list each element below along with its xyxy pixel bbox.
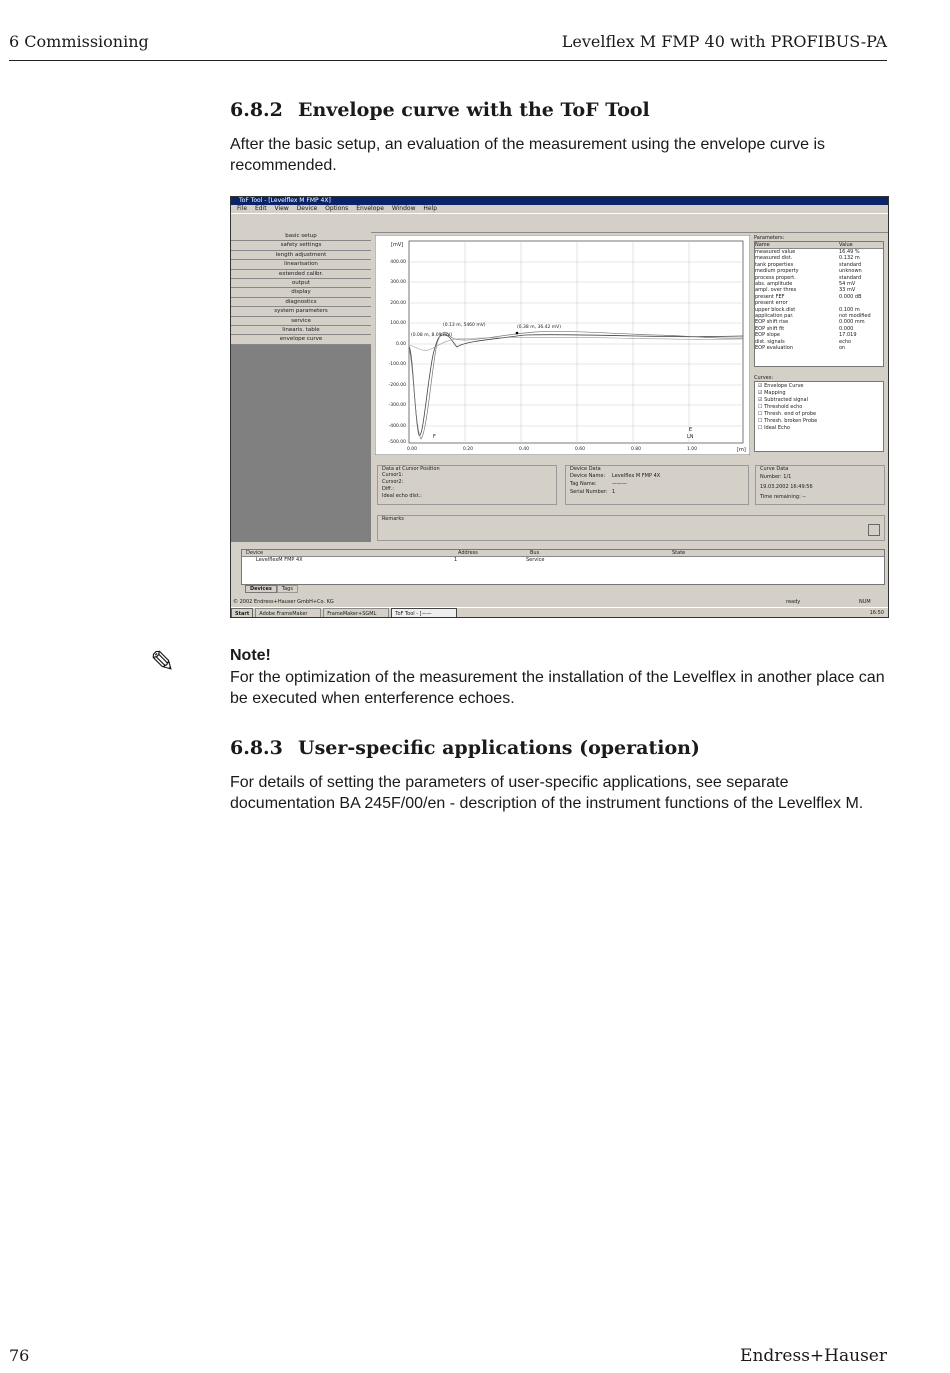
x-tick-020: 0.20: [463, 447, 474, 452]
parameter-name: EOP evaluation: [755, 345, 793, 352]
parameter-value: 33 mV: [839, 287, 856, 294]
section-683-number: 6.8.3: [230, 737, 283, 759]
y-tick-200: 200.00: [390, 301, 406, 306]
menu-device[interactable]: Device: [296, 205, 318, 212]
parameter-value: 0.132 m: [839, 255, 860, 262]
marker-e: E: [689, 427, 693, 433]
y-tick-minus400: -400.00: [388, 424, 406, 429]
parameter-value: not modified: [839, 313, 871, 320]
parameter-name: EOP shift rise: [755, 319, 789, 326]
window-title-bar: ToF Tool - [Levelflex M FMP 4X]: [231, 197, 888, 205]
section-682-number: 6.8.2: [230, 99, 283, 121]
device-col-state: State: [672, 550, 686, 556]
menu-output[interactable]: output: [231, 279, 371, 288]
page-number: 76: [9, 1346, 30, 1365]
device-data-box: [565, 465, 749, 505]
y-tick-minus200: -200.00: [388, 383, 406, 388]
taskbar-clock: 16:50: [869, 610, 884, 616]
parameter-value: unknown: [839, 268, 862, 275]
parameter-value: 0.100 m: [839, 306, 860, 313]
menu-window[interactable]: Window: [391, 205, 416, 212]
parameter-value: standard: [839, 274, 862, 281]
parameter-name: upper block.dist: [755, 306, 796, 313]
y-tick-minus100: -100.00: [388, 362, 406, 367]
x-tick-100: 1.00: [687, 447, 698, 452]
ideal-echo-label: Ideal echo dist.:: [382, 493, 422, 499]
curve-checkbox-icon[interactable]: ☑: [758, 397, 765, 403]
x-tick-060: 0.60: [575, 447, 586, 452]
parameter-name: measured dist.: [755, 255, 793, 262]
y-tick-400: 400.00: [390, 260, 406, 265]
x-tick-040: 0.40: [519, 447, 530, 452]
header-chapter: 6 Commissioning: [9, 32, 149, 51]
menu-options[interactable]: Options: [325, 205, 349, 212]
device-row-bus: Service: [526, 557, 545, 563]
chart-unit-x: [m]: [737, 447, 746, 453]
section-682-heading: [230, 99, 650, 121]
curve-label: Mapping: [764, 390, 786, 396]
curve-item[interactable]: [755, 404, 883, 411]
curve-timestamp: 19.03.2002 16:49:56: [760, 484, 813, 490]
parameter-name: medium property: [755, 268, 799, 275]
curves-panel: [754, 375, 884, 453]
section-682-title: Envelope curve with the ToF Tool: [298, 99, 650, 121]
taskbar-framemaker[interactable]: Adobe FrameMaker: [255, 608, 321, 618]
parameter-name: present FEF: [755, 293, 785, 300]
cursor1-label: Cursor1:: [382, 472, 404, 478]
param-col-name: Name: [755, 242, 770, 248]
curve-label: Thresh. broken Probe: [764, 418, 818, 424]
footer-brand: Endress+Hauser: [740, 1346, 887, 1366]
parameter-name: ampl. over thres: [755, 287, 797, 294]
status-ready: ready: [786, 599, 801, 605]
status-num: NUM: [859, 599, 871, 605]
menu-linearis-table[interactable]: linearis. table: [231, 326, 371, 335]
parameter-name: EOP slope: [755, 332, 781, 339]
menu-help[interactable]: Help: [423, 205, 438, 212]
parameter-row[interactable]: [755, 345, 883, 351]
curve-number: Number: 1/1: [760, 474, 792, 480]
device-name-label: Device Name:: [570, 473, 606, 479]
y-tick-100: 100.00: [390, 321, 406, 326]
marker-f: F: [433, 434, 436, 440]
parameter-value: 0.000 dB: [839, 293, 862, 300]
parameter-value: 0.000: [839, 325, 854, 332]
taskbar-framemaker-sgml[interactable]: FrameMaker+SGML: [323, 608, 389, 618]
y-tick-minus300: -300.00: [388, 403, 406, 408]
curve-item[interactable]: [755, 411, 883, 418]
curve-data-box: [755, 465, 885, 505]
menu-diagnostics[interactable]: diagnostics: [231, 298, 371, 307]
tof-tool-screenshot: [230, 196, 889, 618]
menu-file[interactable]: File: [237, 205, 248, 212]
device-col-address: Address: [458, 550, 478, 556]
note-pencil-icon: ✎: [150, 646, 176, 679]
section-682-text: After the basic setup, an evaluation of the measurement using the envelope curve is recommended.: [230, 136, 826, 174]
parameters-title: Parameters:: [754, 235, 785, 241]
start-button[interactable]: Start: [231, 608, 253, 618]
menu-basic-setup[interactable]: basic setup: [231, 232, 371, 241]
menu-bar: [231, 205, 888, 213]
parameter-value: standard: [839, 261, 862, 268]
annotation-cursor-1: (0.08 m, 8.09 mV): [411, 333, 453, 338]
note-title: Note!: [230, 647, 271, 664]
marker-ln: LN: [687, 434, 694, 440]
menu-system-parameters[interactable]: system parameters: [231, 307, 371, 316]
annotation-echo: (0.38 m, 36.42 mV): [517, 325, 561, 330]
x-tick-0: 0.00: [407, 447, 418, 452]
device-col-bus: Bus: [530, 550, 540, 556]
tag-name-label: Tag Name:: [570, 481, 597, 487]
serial-number-label: Serial Number:: [570, 489, 608, 495]
diff-label: Diff.:: [382, 486, 394, 492]
curve-item[interactable]: [755, 418, 883, 425]
device-col-device: Device: [246, 550, 264, 556]
device-name-value: Levelflex M FMP 4X: [612, 473, 661, 479]
section-683-text: For details of setting the parameters of user-specific applications, see separate documentation BA 245F/00/en - description of the instrument functions of the Levelflex M.: [230, 774, 864, 812]
curve-item[interactable]: [755, 425, 883, 432]
remarks-box: [377, 515, 885, 541]
annotation-cursor-2: (0.13 m, 5460 mV): [443, 323, 486, 328]
note-text: For the optimization of the measurement the installation of the Levelflex in another place can be executed when enterference echoes.: [230, 669, 885, 707]
curve-checkbox-icon[interactable]: ☑: [758, 383, 765, 389]
curves-list: [754, 381, 884, 452]
device-row-address: 1: [454, 557, 458, 563]
status-bar: [231, 599, 888, 606]
y-tick-minus500: -500.00: [388, 440, 406, 445]
y-tick-300: 300.00: [390, 280, 406, 285]
y-tick-0: 0.00: [395, 342, 406, 347]
parameter-value: 16.49 %: [839, 249, 860, 255]
menu-envelope[interactable]: Envelope: [356, 205, 384, 212]
curve-item[interactable]: [755, 383, 883, 390]
parameter-name: measured value: [755, 249, 796, 255]
parameters-table: [754, 241, 884, 367]
serial-number-value: 1: [612, 489, 616, 495]
device-row-name: LevelflexM FMP 4X: [256, 557, 303, 563]
status-copyright: © 2002 Endress+Hauser GmbH+Co. KG: [233, 599, 334, 605]
parameters-panel: [754, 235, 884, 370]
parameter-name: present error: [755, 300, 788, 307]
parameter-value: echo: [839, 338, 852, 345]
cursor2-label: Cursor2:: [382, 479, 404, 485]
parameter-name: application par.: [755, 313, 794, 320]
parameter-value: 54 mV: [839, 281, 856, 288]
tab-tags[interactable]: Tags: [277, 585, 298, 593]
chart-unit-y: [mV]: [391, 242, 404, 248]
curve-label: Thresh. end of probe: [764, 411, 817, 417]
menu-envelope-curve[interactable]: envelope curve: [231, 335, 371, 344]
tag-name-value: ———: [612, 481, 627, 487]
curve-label: Envelope Curve: [764, 383, 804, 389]
header-document-title: Levelflex M FMP 40 with PROFIBUS-PA: [561, 32, 887, 51]
device-list: [241, 549, 885, 585]
taskbar: [231, 607, 888, 618]
param-col-value: Value: [839, 242, 853, 248]
section-683-heading: [230, 737, 700, 759]
section-683-title: User-specific applications (operation): [298, 737, 700, 759]
parameter-name: EOP shift fit: [755, 325, 785, 332]
curve-checkbox-icon[interactable]: ☐: [758, 411, 765, 417]
curve-data-title: Curve Data: [760, 466, 789, 472]
menu-safety-settings[interactable]: safety settings: [231, 241, 371, 250]
parameter-value: 0.000 mm: [839, 319, 865, 326]
curves-title: Curves:: [754, 375, 774, 381]
cursor-data-title: Data at Cursor Position: [382, 466, 440, 472]
remarks-title: Remarks: [382, 516, 404, 522]
curve-label: Threshold echo: [764, 404, 803, 410]
device-data-title: Device Data: [570, 466, 601, 472]
menu-extended-calibr[interactable]: extended calibr.: [231, 270, 371, 279]
menu-display[interactable]: display: [231, 288, 371, 297]
curve-checkbox-icon[interactable]: ☑: [758, 390, 765, 396]
envelope-curve-chart: [375, 235, 750, 455]
function-menu-panel: [231, 232, 371, 542]
curve-checkbox-icon[interactable]: ☐: [758, 418, 765, 424]
parameter-value: 17.019: [839, 332, 857, 339]
curve-checkbox-icon[interactable]: ☐: [758, 425, 765, 431]
cursor-data-box: [377, 465, 557, 505]
menu-length-adjustment[interactable]: length adjustment: [231, 251, 371, 260]
menu-linearisation[interactable]: linearisation: [231, 260, 371, 269]
echo-marker-dot: [516, 332, 519, 335]
curve-label: Ideal Echo: [764, 425, 790, 431]
time-remaining: Time remaining: --: [760, 494, 806, 500]
x-tick-080: 0.80: [631, 447, 642, 452]
device-row[interactable]: [242, 557, 884, 563]
menu-service[interactable]: service: [231, 317, 371, 326]
taskbar-tof-tool[interactable]: ToF Tool - [——: [391, 608, 457, 618]
remarks-button[interactable]: [868, 524, 880, 536]
tab-devices[interactable]: Devices: [245, 585, 277, 593]
parameter-value: on: [839, 345, 846, 352]
curve-item[interactable]: [755, 390, 883, 397]
header-rule: [9, 60, 887, 61]
menu-edit[interactable]: Edit: [254, 205, 267, 212]
curve-label: Subtracted signal: [764, 397, 809, 403]
parameter-name: tank properties: [755, 261, 794, 268]
parameter-name: process propert.: [755, 274, 796, 281]
curve-item[interactable]: [755, 397, 883, 404]
parameter-name: dist. signals: [755, 338, 785, 345]
parameter-name: abs. amplitude: [755, 281, 793, 288]
menu-view[interactable]: View: [274, 205, 289, 212]
toolbar: [231, 213, 888, 233]
curve-checkbox-icon[interactable]: ☐: [758, 404, 765, 410]
